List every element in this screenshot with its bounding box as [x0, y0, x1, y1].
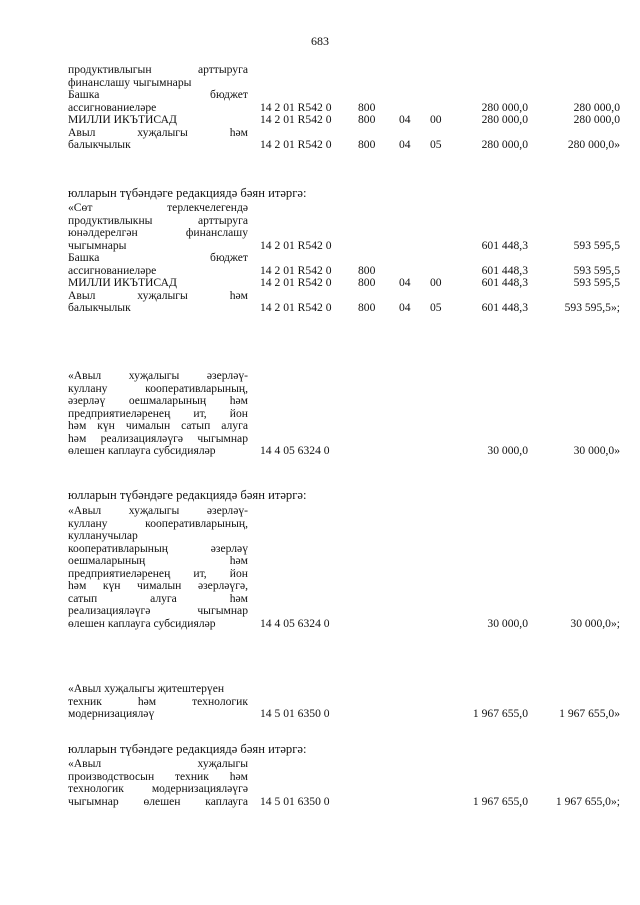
row-sum-1: 1 967 655,0 [472, 707, 528, 720]
row-name: продуктивлыгын арттыруга [68, 63, 248, 76]
row-name: производствосын техник һәм [68, 769, 248, 783]
row-code: 14 4 05 6324 0 [260, 444, 330, 457]
row-name: «Авыл хуҗалыгы әзерләү- [68, 369, 248, 382]
row-code: 14 2 01 R542 0 [260, 238, 332, 252]
row-vr: 800 [358, 263, 376, 277]
row-name: Башка бюджет [68, 88, 248, 101]
row-name: куллану кооперативларының, [68, 516, 248, 530]
row-sum-2: 593 595,5»; [564, 301, 620, 314]
table-row [0, 139, 640, 152]
table-row [0, 227, 640, 240]
table-row [0, 277, 640, 290]
table-row [0, 796, 640, 809]
row-name: сатып алуга һәм [68, 591, 248, 605]
row-name: предприятиеләренең ит, йон [68, 406, 248, 420]
row-name: балыкчылык [68, 301, 131, 314]
row-name: технологик модернизацияләүгә [68, 782, 248, 795]
table-row [0, 89, 640, 102]
row-code: 14 2 01 R542 0 [260, 100, 332, 114]
row-name: кооперативларының әзерләү [68, 541, 248, 555]
table-row [0, 505, 640, 518]
row-code: 14 2 01 R542 0 [260, 276, 332, 289]
table-row [0, 420, 640, 433]
row-name: «Сөт терлекчелегендә [68, 201, 248, 214]
table-row [0, 370, 640, 383]
row-sum-2: 280 000,0» [567, 138, 620, 151]
row-name: финанслашу чыгымнары [68, 75, 192, 89]
budget-table-block [0, 64, 640, 152]
row-name: МИЛЛИ ИКЪТИСАД [68, 276, 177, 289]
edit-instruction-heading: юлларын түбәндәге редакциядә бәян итәргә: [68, 742, 307, 756]
row-name: «Авыл хуҗалыгы әзерләү- [68, 504, 248, 517]
row-sum-2: 30 000,0»; [570, 616, 620, 630]
row-sum-1: 601 448,3 [481, 301, 528, 314]
table-row [0, 783, 640, 796]
row-vr: 800 [358, 276, 376, 289]
row-name: оешмаларының һәм [68, 554, 248, 567]
row-pr: 00 [430, 113, 442, 126]
table-row [0, 708, 640, 721]
row-sum-1: 601 448,3 [481, 263, 528, 277]
row-code: 14 5 01 6350 0 [260, 794, 330, 808]
table-row [0, 683, 640, 696]
budget-table-block [0, 505, 640, 630]
row-code: 14 2 01 R542 0 [260, 263, 332, 277]
row-name: өлешен каплауга субсидияләр [68, 616, 216, 630]
row-name: МИЛЛИ ИКЪТИСАД [68, 113, 177, 126]
row-rz: 04 [399, 138, 411, 151]
table-row [0, 252, 640, 265]
row-sum-1: 30 000,0 [487, 616, 528, 630]
page-number: 683 [311, 34, 329, 48]
table-row [0, 618, 640, 631]
row-sum-2: 280 000,0 [573, 113, 620, 126]
row-sum-1: 601 448,3 [481, 276, 528, 289]
row-name: һәм күн чималын сатып алуга [68, 419, 248, 432]
row-name: куллану кооперативларының, [68, 381, 248, 395]
row-pr: 05 [430, 301, 442, 314]
row-sum-2: 1 967 655,0»; [555, 794, 620, 808]
row-name: балыкчылык [68, 138, 131, 151]
row-name: чыгымнар өлешен каплауга [68, 794, 248, 808]
row-sum-2: 280 000,0 [573, 100, 620, 114]
row-name: «Авыл хуҗалыгы [68, 757, 248, 770]
table-row [0, 580, 640, 593]
table-row [0, 202, 640, 215]
row-vr: 800 [358, 301, 376, 314]
row-sum-1: 280 000,0 [481, 100, 528, 114]
row-sum-2: 593 595,5 [573, 263, 620, 277]
table-row [0, 555, 640, 568]
row-name: кулланучылар [68, 529, 138, 542]
table-row [0, 758, 640, 771]
row-code: 14 5 01 6350 0 [260, 707, 330, 720]
table-row [0, 445, 640, 458]
row-vr: 800 [358, 100, 376, 114]
row-sum-1: 280 000,0 [481, 113, 528, 126]
row-code: 14 2 01 R542 0 [260, 138, 332, 151]
row-rz: 04 [399, 301, 411, 314]
row-sum-2: 593 595,5 [573, 276, 620, 289]
row-rz: 04 [399, 113, 411, 126]
row-code: 14 2 01 R542 0 [260, 301, 332, 314]
row-sum-1: 280 000,0 [481, 138, 528, 151]
row-name: һәм күн чималын әзерләүгә, [68, 579, 248, 592]
row-sum-2: 30 000,0» [573, 444, 620, 457]
row-code: 14 4 05 6324 0 [260, 616, 330, 630]
budget-table-block [0, 758, 640, 808]
row-rz: 04 [399, 276, 411, 289]
table-row [0, 530, 640, 543]
row-name: һәм реализацияләүгә чыгымнар [68, 431, 248, 445]
edit-instruction-heading: юлларын түбәндәге редакциядә бәян итәргә: [68, 186, 307, 200]
row-name: өлешен каплауга субсидияләр [68, 444, 216, 457]
row-sum-1: 601 448,3 [481, 238, 528, 252]
row-name: ассигнованиеләре [68, 263, 157, 277]
table-row [0, 114, 640, 127]
row-sum-2: 593 595,5 [573, 238, 620, 252]
row-vr: 800 [358, 138, 376, 151]
table-row [0, 302, 640, 315]
row-name: Авыл хуҗалыгы һәм [68, 125, 248, 139]
budget-table-block [0, 683, 640, 721]
table-row [0, 395, 640, 408]
row-vr: 800 [358, 113, 376, 126]
row-name: «Авыл хуҗалыгы җитештерүен [68, 682, 225, 695]
row-name: техник һәм технологик [68, 694, 248, 708]
row-sum-1: 1 967 655,0 [472, 794, 528, 808]
table-row [0, 605, 640, 618]
row-pr: 00 [430, 276, 442, 289]
row-name: Авыл хуҗалыгы һәм [68, 288, 248, 302]
row-sum-2: 1 967 655,0» [559, 707, 620, 720]
row-name: предприятиеләренең ит, йон [68, 566, 248, 580]
row-name: юнәлдерелгән финанслашу [68, 226, 248, 239]
row-name: Башка бюджет [68, 251, 248, 264]
row-name: чыгымнары [68, 238, 127, 252]
row-name: әзерләү оешмаларының һәм [68, 394, 248, 407]
row-code: 14 2 01 R542 0 [260, 113, 332, 126]
edit-instruction-heading: юлларын түбәндәге редакциядә бәян итәргә: [68, 488, 307, 502]
row-sum-1: 30 000,0 [487, 444, 528, 457]
table-row [0, 64, 640, 77]
budget-table-block [0, 202, 640, 315]
row-name: ассигнованиеләре [68, 100, 157, 114]
row-name: реализацияләүгә чыгымнар [68, 604, 248, 617]
budget-table-block [0, 370, 640, 458]
row-pr: 05 [430, 138, 442, 151]
row-name: продуктивлыкны арттыруга [68, 213, 248, 227]
row-name: модернизацияләү [68, 707, 155, 720]
